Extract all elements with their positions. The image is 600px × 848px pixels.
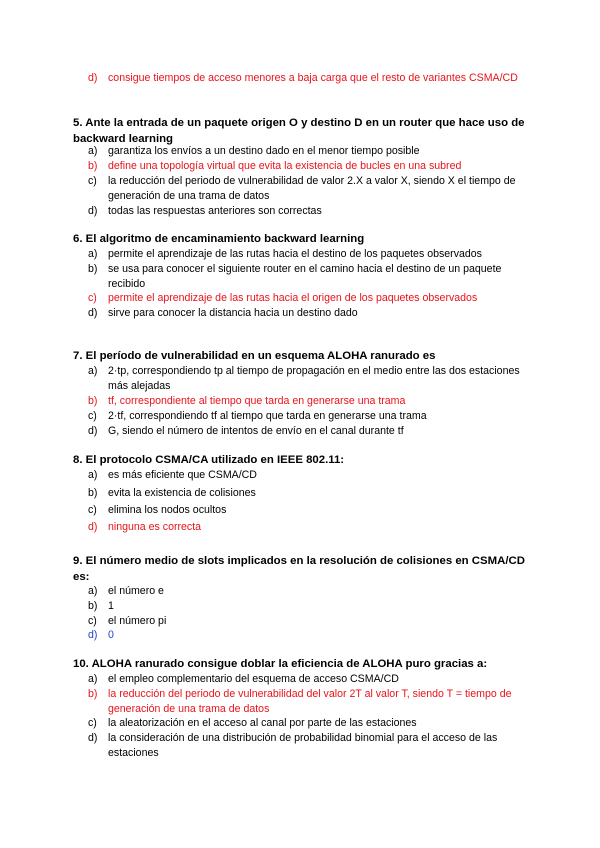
option-text: la reducción del periodo de vulnerabilidad de valor 2.X a valor X, siendo X el tiempo de generación de una trama de datos xyxy=(108,175,516,202)
option-text: G, siendo el número de intentos de envío en el canal durante tf xyxy=(108,425,404,437)
option-text: permite el aprendizaje de las rutas hacia el origen de los paquetes observados xyxy=(108,292,478,304)
option-letter: a) xyxy=(88,145,98,157)
option-letter: d) xyxy=(88,425,98,437)
option-text: 1 xyxy=(108,600,114,612)
q8-option-a xyxy=(88,468,528,483)
q5-option-c xyxy=(88,174,528,204)
q6-option-d xyxy=(88,306,528,321)
q7-option-b xyxy=(88,394,528,409)
q10-option-d xyxy=(88,731,528,761)
option-text: la aleatorización en el acceso al canal por parte de las estaciones xyxy=(108,717,417,729)
q9-option-b xyxy=(88,599,528,614)
option-letter: b) xyxy=(88,600,98,612)
option-letter: a) xyxy=(88,469,98,481)
q5-option-d xyxy=(88,204,528,219)
q6-option-a xyxy=(88,247,528,262)
q5-option-b xyxy=(88,159,528,174)
q7-title: 7. El período de vulnerabilidad en un esquema ALOHA ranurado es xyxy=(73,350,436,362)
option-text: ninguna es correcta xyxy=(108,521,202,533)
q7-option-a xyxy=(88,364,528,394)
option-text: la reducción del periodo de vulnerabilidad del valor 2T al valor T, siendo T = tiempo de generación de una trama de datos xyxy=(108,688,512,715)
option-text: el número pi xyxy=(108,615,167,627)
option-letter: c) xyxy=(88,504,97,516)
option-letter: a) xyxy=(88,248,98,260)
q10-option-a xyxy=(88,672,528,687)
option-text: 2·tf, correspondiendo tf al tiempo que tarda en generarse una trama xyxy=(108,410,427,422)
option-text: tf, correspondiente al tiempo que tarda en generarse una trama xyxy=(108,395,406,407)
option-letter: c) xyxy=(88,292,97,304)
option-text: el número e xyxy=(108,585,164,597)
option-text: el empleo complementario del esquema de acceso CSMA/CD xyxy=(108,673,399,685)
option-letter: b) xyxy=(88,487,98,499)
q9-option-c xyxy=(88,614,528,629)
q7-option-d xyxy=(88,424,528,439)
q9-title: 9. El número medio de slots implicados en la resolución de colisiones en CSMA/CD es: xyxy=(73,555,525,583)
option-letter: b) xyxy=(88,160,98,172)
q10-option-b xyxy=(88,687,528,717)
option-text: es más eficiente que CSMA/CD xyxy=(108,469,257,481)
option-text: define una topología virtual que evita la existencia de bucles en una subred xyxy=(108,160,462,172)
option-text: la consideración de una distribución de probabilidad binomial para el acceso de las estaciones xyxy=(108,732,498,759)
option-letter: b) xyxy=(88,263,98,275)
q8-option-c xyxy=(88,503,528,518)
option-letter: d) xyxy=(88,205,98,217)
q6-option-c xyxy=(88,291,528,306)
option-letter: d) xyxy=(88,521,98,533)
q8-title: 8. El protocolo CSMA/CA utilizado en IEEE 802.11: xyxy=(73,454,345,466)
option-letter: d) xyxy=(88,732,98,744)
option-text: sirve para conocer la distancia hacia un destino dado xyxy=(108,307,358,319)
option-text: consigue tiempos de acceso menores a baja carga que el resto de variantes CSMA/CD xyxy=(108,72,518,84)
q5-title: 5. Ante la entrada de un paquete origen O y destino D en un router que hace uso de backward learning xyxy=(73,117,525,145)
option-letter: a) xyxy=(88,673,98,685)
q4-option-d xyxy=(88,71,528,86)
option-letter: a) xyxy=(88,365,98,377)
option-letter: d) xyxy=(88,307,98,319)
q10-option-c xyxy=(88,716,528,731)
option-letter: c) xyxy=(88,410,97,422)
option-text: 2·tp, correspondiendo tp al tiempo de propagación en el medio entre las dos estaciones más alejadas xyxy=(108,365,520,392)
q6-title: 6. El algoritmo de encaminamiento backward learning xyxy=(73,233,365,245)
option-letter: a) xyxy=(88,585,98,597)
q8-option-d xyxy=(88,520,528,535)
option-text: evita la existencia de colisiones xyxy=(108,487,256,499)
option-text: garantiza los envíos a un destino dado en el menor tiempo posible xyxy=(108,145,420,157)
option-text: permite el aprendizaje de las rutas hacia el destino de los paquetes observados xyxy=(108,248,482,260)
option-text: se usa para conocer el siguiente router en el camino hacia el destino de un paquete recibido xyxy=(108,263,502,290)
option-letter: c) xyxy=(88,175,97,187)
q9-option-a xyxy=(88,584,528,599)
option-letter: c) xyxy=(88,717,97,729)
q8-option-b xyxy=(88,486,528,501)
q9-option-d xyxy=(88,628,528,643)
option-letter: b) xyxy=(88,395,98,407)
option-text: 0 xyxy=(108,629,114,641)
option-letter: d) xyxy=(88,72,98,84)
option-text: todas las respuestas anteriores son correctas xyxy=(108,205,322,217)
option-letter: b) xyxy=(88,688,98,700)
option-text: elimina los nodos ocultos xyxy=(108,504,227,516)
q5-option-a xyxy=(88,144,528,159)
q7-option-c xyxy=(88,409,528,424)
q6-option-b xyxy=(88,262,528,292)
option-letter: d) xyxy=(88,629,98,641)
option-letter: c) xyxy=(88,615,97,627)
q10-title: 10. ALOHA ranurado consigue doblar la eficiencia de ALOHA puro gracias a: xyxy=(73,658,488,670)
